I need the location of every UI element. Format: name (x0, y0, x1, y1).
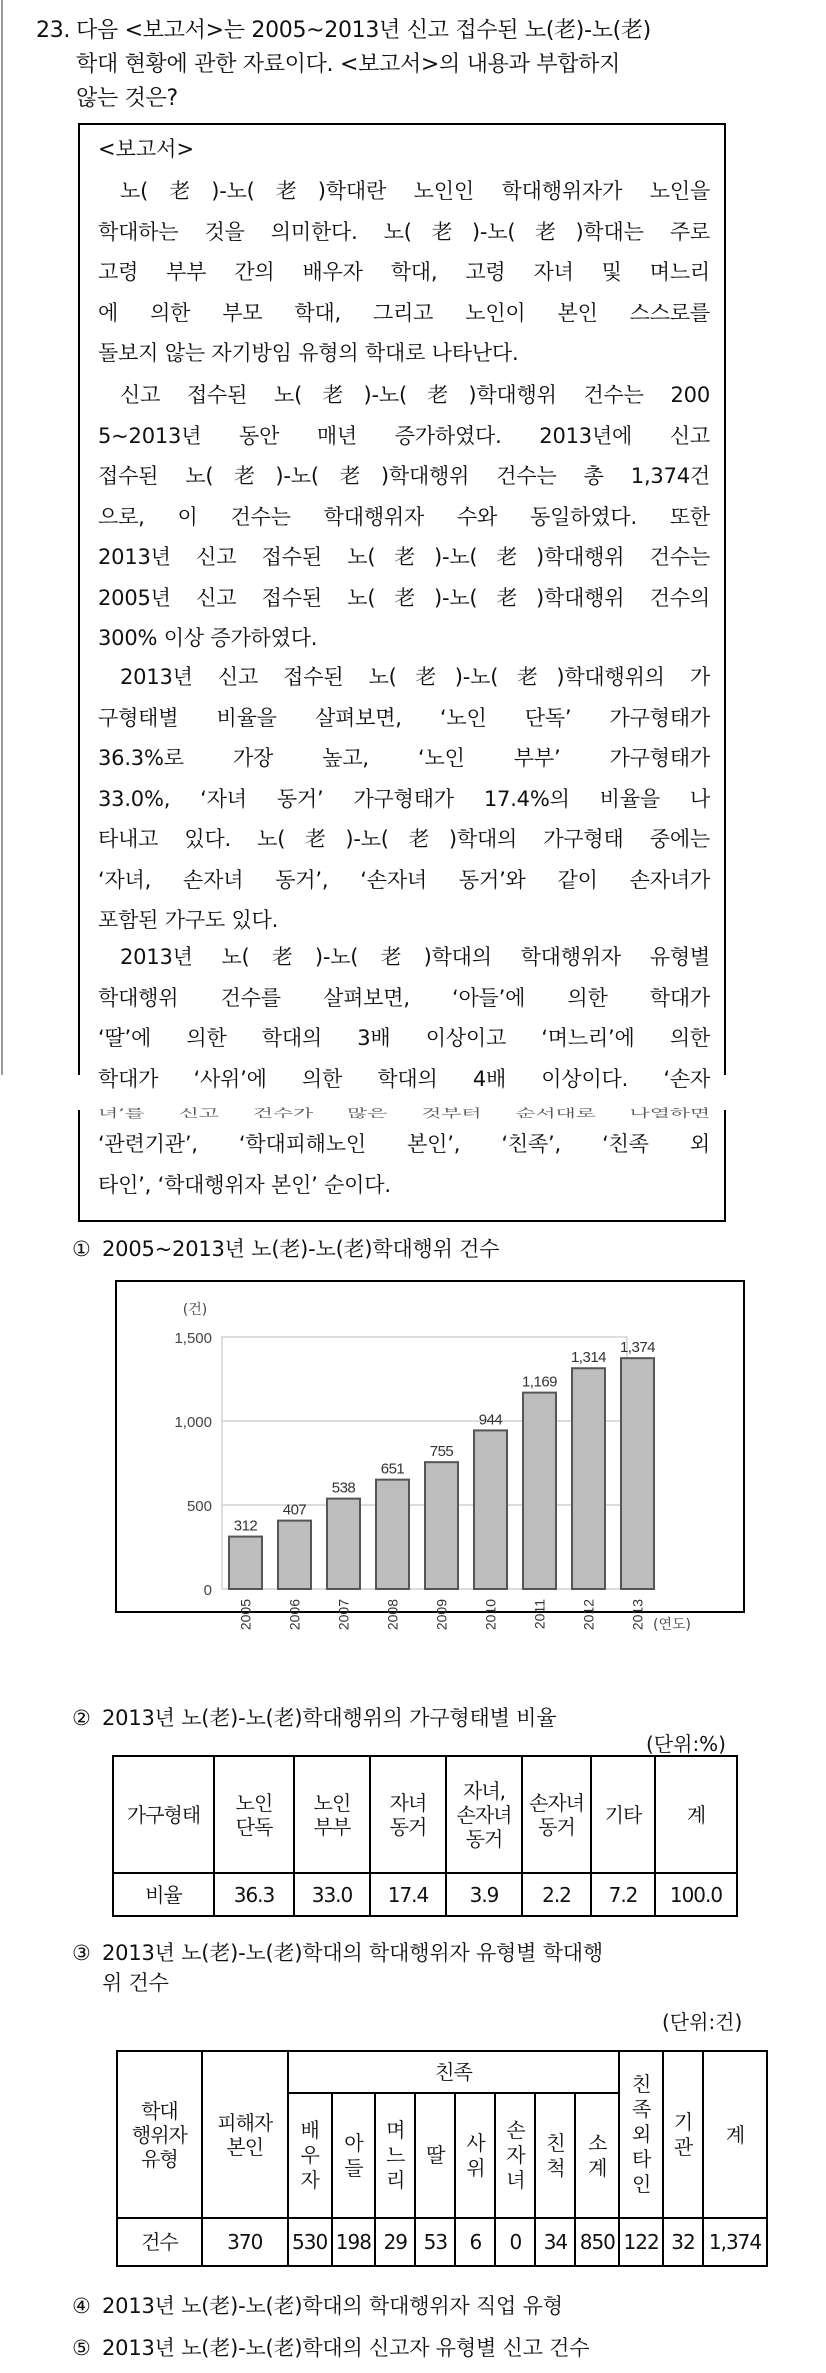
cell: 7.2 (591, 1873, 655, 1916)
svg-text:2008: 2008 (384, 1599, 401, 1631)
cell: 33.0 (294, 1873, 370, 1916)
question-stem (36, 14, 736, 116)
table-row (113, 1873, 737, 1916)
table-row (117, 2218, 767, 2266)
option-5[interactable] (72, 2332, 589, 2362)
svg-text:(연도): (연도) (653, 1617, 691, 1633)
header-cell: 기 관 (663, 2051, 703, 2218)
cell: 0 (495, 2218, 535, 2266)
subheader-cell: 소 계 (575, 2093, 619, 2218)
question-line-2: 학대 현황에 관한 자료이다. <보고서>의 내용과 부합하지 (76, 52, 621, 77)
svg-text:538: 538 (331, 1479, 356, 1497)
option-2[interactable] (72, 1702, 556, 1732)
report-line: 36.3%로 가장 높고, ‘노인 부부’ 가구형태가 (98, 746, 710, 770)
option-3-marker: ③ (72, 1941, 91, 1965)
option-1[interactable] (72, 1233, 499, 1263)
report-box (78, 123, 726, 1091)
table-header-row (113, 1756, 737, 1873)
svg-text:2012: 2012 (580, 1599, 597, 1631)
svg-text:2009: 2009 (433, 1599, 450, 1631)
page-left-rule (1, 0, 3, 1075)
report-line: 학대행위 건수를 살펴보면, ‘아들’에 의한 학대가 (98, 985, 710, 1010)
header-cell: 피해자 본인 (202, 2051, 288, 2218)
cell: 29 (375, 2218, 415, 2266)
subheader-cell: 손 자 녀 (495, 2093, 535, 2218)
report-line: 고령 부부 간의 배우자 학대, 고령 자녀 및 며느리 (98, 260, 710, 284)
bar-chart-svg (117, 1282, 747, 1633)
cell: 530 (288, 2218, 332, 2266)
svg-text:2013: 2013 (629, 1599, 646, 1631)
svg-text:2006: 2006 (286, 1599, 303, 1631)
report-line: 에 의한 부모 학대, 그리고 노인이 본인 스스로를 (98, 300, 710, 325)
cell: 3.9 (446, 1873, 522, 1916)
option-3-text-cont: 위 건수 (102, 1971, 169, 1995)
subheader-cell: 딸 (415, 2093, 455, 2218)
header-cell: 가구형태 (113, 1756, 214, 1873)
cell: 34 (535, 2218, 575, 2266)
report-cut-line (98, 1102, 710, 1122)
question-number: 23. (36, 18, 71, 43)
svg-text:944: 944 (478, 1411, 503, 1429)
report-line: 으로, 이 건수는 학대행위자 수와 동일하였다. 또한 (98, 504, 710, 529)
report-title: <보고서> (98, 137, 195, 161)
svg-text:1,374: 1,374 (619, 1339, 656, 1357)
cell: 1,374 (703, 2218, 767, 2266)
header-cell: 친 족 외 타 인 (619, 2051, 663, 2218)
cell: 122 (619, 2218, 663, 2266)
cell: 17.4 (370, 1873, 446, 1916)
cell: 36.3 (214, 1873, 294, 1916)
svg-text:2007: 2007 (335, 1599, 352, 1631)
report-line: 신고 접수된 노(老)-노(老)학대행위 건수는 200 (120, 383, 710, 407)
report-paragraph-4 (98, 937, 710, 1099)
cell: 100.0 (655, 1873, 737, 1916)
report-line: 타인’, ‘학대행위자 본인’ 순이다. (98, 1172, 391, 1197)
table3-unit: (단위:건) (662, 2010, 743, 2034)
option-4-text: 2013년 노(老)-노(老)학대의 학대행위자 직업 유형 (102, 2294, 563, 2318)
header-cell: 계 (655, 1756, 737, 1873)
cell: 53 (415, 2218, 455, 2266)
bar (474, 1430, 507, 1589)
report-line: 돌보지 않는 자기방임 유형의 학대로 나타난다. (98, 341, 519, 365)
bar-chart (115, 1280, 745, 1633)
bar (376, 1480, 409, 1589)
cell: 370 (202, 2218, 288, 2266)
subheader-cell: 며 느 리 (375, 2093, 415, 2218)
bar (425, 1462, 458, 1589)
report-line: 노(老)-노(老)학대란 노인인 학대행위자가 노인을 (120, 179, 710, 203)
cell: 6 (455, 2218, 495, 2266)
report-paragraph-4-tail (98, 1124, 710, 1205)
svg-text:1,000: 1,000 (174, 1414, 212, 1431)
header-cell: 학대 행위자 유형 (117, 2051, 202, 2218)
subheader-cell: 아 들 (332, 2093, 376, 2218)
cell: 2.2 (522, 1873, 591, 1916)
svg-text:500: 500 (186, 1498, 212, 1515)
report-line: 구형태별 비율을 살펴보면, ‘노인 단독’ 가구형태가 (98, 705, 710, 730)
subheader-cell: 배 우 자 (288, 2093, 332, 2218)
report-line: ‘딸’에 의한 학대의 3배 이상이고 ‘며느리’에 의한 (98, 1026, 710, 1050)
svg-text:2005: 2005 (237, 1599, 254, 1631)
report-line: 2013년 신고 접수된 노(老)-노(老)학대행위의 가 (120, 665, 710, 689)
subheader-cell: 친 척 (535, 2093, 575, 2218)
report-line: 학대하는 것을 의미한다. 노(老)-노(老)학대는 주로 (98, 219, 710, 244)
table2-unit: (단위:%) (646, 1732, 726, 1756)
svg-text:2010: 2010 (482, 1599, 499, 1631)
bar (278, 1521, 311, 1589)
bar (327, 1499, 360, 1589)
header-cell: 자녀 동거 (370, 1756, 446, 1873)
option-1-marker: ① (72, 1237, 91, 1261)
bar (621, 1358, 654, 1589)
report-line: 포함된 가구도 있다. (98, 908, 279, 932)
bar (572, 1368, 605, 1589)
svg-text:312: 312 (233, 1517, 258, 1535)
report-paragraph-3 (98, 657, 710, 941)
header-cell: 기타 (591, 1756, 655, 1873)
option-2-marker: ② (72, 1706, 91, 1730)
row-label: 건수 (117, 2218, 202, 2266)
cell: 32 (663, 2218, 703, 2266)
option-1-text: 2005~2013년 노(老)-노(老)학대행위 건수 (102, 1237, 500, 1261)
report-line: 300% 이상 증가하였다. (98, 626, 318, 650)
report-line: 접수된 노(老)-노(老)학대행위 건수는 총 1,374건 (98, 464, 710, 488)
header-cell: 노인 단독 (214, 1756, 294, 1873)
option-4-marker: ④ (72, 2294, 91, 2318)
report-line: 33.0%, ‘자녀 동거’ 가구형태가 17.4%의 비율을 나 (98, 786, 710, 811)
report-line: 2005년 신고 접수된 노(老)-노(老)학대행위 건수의 (98, 585, 710, 610)
cell: 850 (575, 2218, 619, 2266)
question-line-1: 다음 <보고서>는 2005~2013년 신고 접수된 노(老)-노(老) (76, 18, 651, 43)
report-line: ‘자녀, 손자녀 동거’, ‘손자녀 동거’와 같이 손자녀가 (98, 867, 710, 892)
svg-text:1,169: 1,169 (521, 1373, 558, 1391)
row-label: 비율 (113, 1873, 214, 1916)
bar (523, 1393, 556, 1589)
svg-text:2011: 2011 (531, 1599, 548, 1630)
header-group-cell: 친족 (288, 2051, 620, 2093)
header-cell: 노인 부부 (294, 1756, 370, 1873)
question-line-3: 않는 것은? (76, 86, 178, 111)
option-5-marker: ⑤ (72, 2336, 91, 2360)
svg-text:(건): (건) (182, 1302, 208, 1318)
svg-text:407: 407 (282, 1501, 307, 1519)
svg-text:1,500: 1,500 (174, 1330, 212, 1347)
report-line: 2013년 신고 접수된 노(老)-노(老)학대행위 건수는 (98, 545, 710, 569)
header-cell: 자녀, 손자녀 동거 (446, 1756, 522, 1873)
report-line-partial: 녀’를 신고 건수가 많은 것부터 순서대로 나열하면 (98, 1106, 710, 1120)
bar (229, 1537, 262, 1589)
svg-text:0: 0 (203, 1582, 212, 1599)
cell: 198 (332, 2218, 376, 2266)
svg-text:651: 651 (380, 1460, 405, 1478)
report-line: 2013년 노(老)-노(老)학대의 학대행위자 유형별 (120, 945, 710, 969)
option-3-text: 2013년 노(老)-노(老)학대의 학대행위자 유형별 학대행 (102, 1941, 603, 1965)
option-2-text: 2013년 노(老)-노(老)학대행위의 가구형태별 비율 (102, 1706, 557, 1730)
svg-text:1,314: 1,314 (570, 1349, 607, 1367)
abuser-type-table (116, 2050, 768, 2267)
household-ratio-table (112, 1755, 738, 1917)
report-line: 학대가 ‘사위’에 의한 학대의 4배 이상이다. ‘손자 (98, 1066, 710, 1091)
header-cell: 손자녀 동거 (522, 1756, 591, 1873)
option-4[interactable] (72, 2290, 563, 2320)
report-line: 5~2013년 동안 매년 증가하였다. 2013년에 신고 (98, 423, 710, 448)
option-3[interactable] (72, 1937, 603, 1997)
report-line: 타내고 있다. 노(老)-노(老)학대의 가구형태 중에는 (98, 827, 710, 851)
subheader-cell: 사 위 (455, 2093, 495, 2218)
report-paragraph-1 (98, 171, 710, 374)
table-header-row (117, 2051, 767, 2093)
report-line: ‘관련기관’, ‘학대피해노인 본인’, ‘친족’, ‘친족 외 (98, 1132, 710, 1156)
report-paragraph-2 (98, 375, 710, 659)
svg-text:755: 755 (429, 1443, 454, 1461)
header-cell: 계 (703, 2051, 767, 2218)
report-box-continued (78, 1106, 726, 1222)
option-5-text: 2013년 노(老)-노(老)학대의 신고자 유형별 신고 건수 (102, 2336, 590, 2360)
